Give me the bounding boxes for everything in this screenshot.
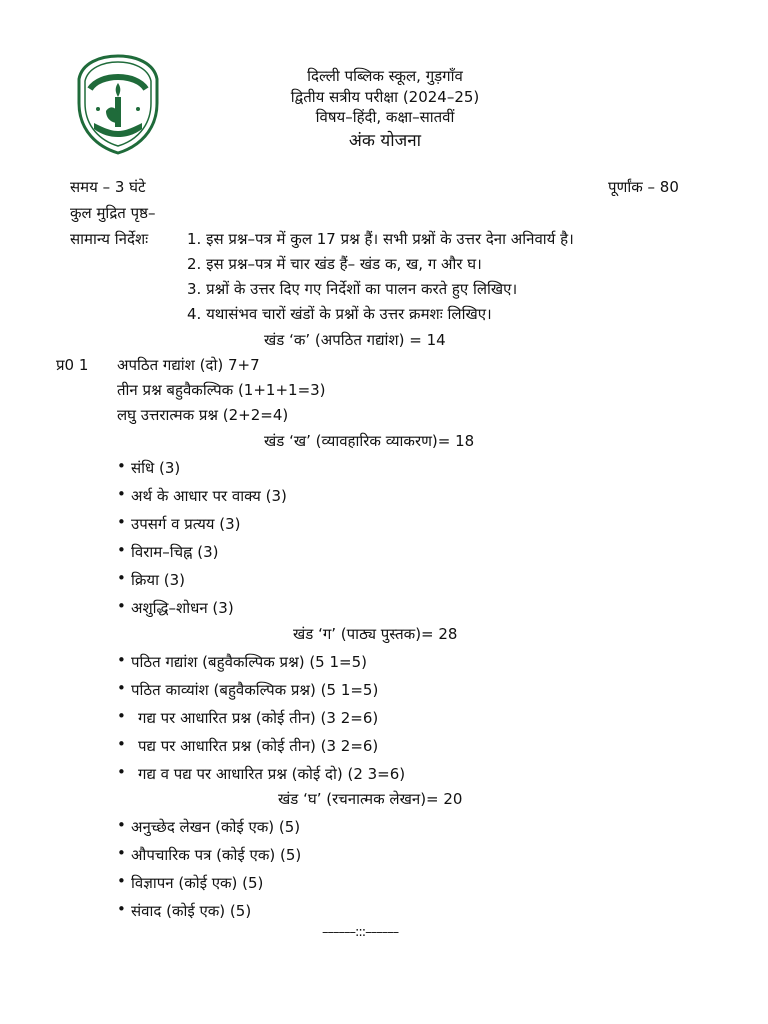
bullet-icon: •	[117, 457, 126, 475]
section-c-title: खंड ‘ग’ (पाठ्य पुस्तक)= 28	[293, 625, 458, 643]
list-item: संवाद (कोई एक) (5)	[131, 902, 252, 920]
bullet-icon: •	[117, 513, 126, 531]
bullet-icon: •	[117, 763, 126, 781]
instruction-item: 2. इस प्रश्न–पत्र में चार खंड हैं– खंड क, ख, ग और घ।	[187, 255, 482, 273]
school-crest-logo	[76, 53, 160, 155]
school-name: दिल्ली पब्लिक स्कूल, गुड़गाँव	[307, 67, 463, 85]
section-a-title: खंड ‘क’ (अपठित गद्यांश) = 14	[264, 331, 446, 349]
bullet-icon: •	[117, 651, 126, 669]
list-item: क्रिया (3)	[131, 571, 186, 589]
exam-duration: समय – 3 घंटे	[70, 178, 146, 196]
bullet-icon: •	[117, 735, 126, 753]
document-title: अंक योजना	[348, 131, 422, 151]
list-item: पद्य पर आधारित प्रश्न (कोई तीन) (3 2=6)	[138, 737, 379, 755]
bullet-icon: •	[117, 569, 126, 587]
bullet-icon: •	[117, 679, 126, 697]
bullet-icon: •	[117, 707, 126, 725]
bullet-icon: •	[117, 872, 126, 890]
question-number: प्र0 1	[56, 356, 89, 374]
question-text: अपठित गद्यांश (दो) 7+7	[117, 356, 260, 374]
bullet-icon: •	[117, 541, 126, 559]
instruction-item: 3. प्रश्नों के उत्तर दिए गए निर्देशों का पालन करते हुए लिखिए।	[187, 280, 518, 298]
question-subline: लघु उत्तरात्मक प्रश्न (2+2=4)	[117, 406, 289, 424]
exam-title: द्वितीय सत्रीय परीक्षा (2024–25)	[290, 88, 480, 106]
list-item: औपचारिक पत्र (कोई एक) (5)	[131, 846, 302, 864]
list-item: संधि (3)	[131, 459, 181, 477]
question-subline: तीन प्रश्न बहुवैकल्पिक (1+1+1=3)	[117, 381, 326, 399]
bullet-icon: •	[117, 844, 126, 862]
end-of-document-mark: ––––––:::––––––	[322, 925, 399, 940]
list-item: गद्य पर आधारित प्रश्न (कोई तीन) (3 2=6)	[138, 709, 379, 727]
subject-class: विषय–हिंदी, कक्षा–सातवीं	[315, 108, 455, 126]
list-item: अर्थ के आधार पर वाक्य (3)	[131, 487, 287, 505]
instructions-label: सामान्य निर्देशः	[70, 230, 149, 248]
section-d-title: खंड ‘घ’ (रचनात्मक लेखन)= 20	[278, 790, 463, 808]
list-item: विज्ञापन (कोई एक) (5)	[131, 874, 264, 892]
list-item: उपसर्ग व प्रत्यय (3)	[131, 515, 241, 533]
list-item: पठित गद्यांश (बहुवैकल्पिक प्रश्न) (5 1=5)	[131, 653, 367, 671]
instruction-item: 1. इस प्रश्न–पत्र में कुल 17 प्रश्न हैं। सभी प्रश्नों के उत्तर देना अनिवार्य है।	[187, 230, 574, 248]
list-item: गद्य व पद्य पर आधारित प्रश्न (कोई दो) (2 3=6)	[138, 765, 406, 783]
instruction-item: 4. यथासंभव चारों खंडों के प्रश्नों के उत्तर क्रमशः लिखिए।	[187, 305, 492, 323]
bullet-icon: •	[117, 485, 126, 503]
list-item: अनुच्छेद लेखन (कोई एक) (5)	[131, 818, 301, 836]
list-item: पठित काव्यांश (बहुवैकल्पिक प्रश्न) (5 1=5)	[131, 681, 379, 699]
list-item: अशुद्धि–शोधन (3)	[131, 599, 234, 617]
bullet-icon: •	[117, 816, 126, 834]
max-marks: पूर्णांक – 80	[608, 178, 679, 196]
bullet-icon: •	[117, 900, 126, 918]
bullet-icon: •	[117, 597, 126, 615]
section-b-title: खंड ‘ख’ (व्यावहारिक व्याकरण)= 18	[264, 432, 475, 450]
printed-pages: कुल मुद्रित पृष्ठ–	[70, 204, 156, 222]
list-item: विराम–चिह्न (3)	[131, 543, 219, 561]
